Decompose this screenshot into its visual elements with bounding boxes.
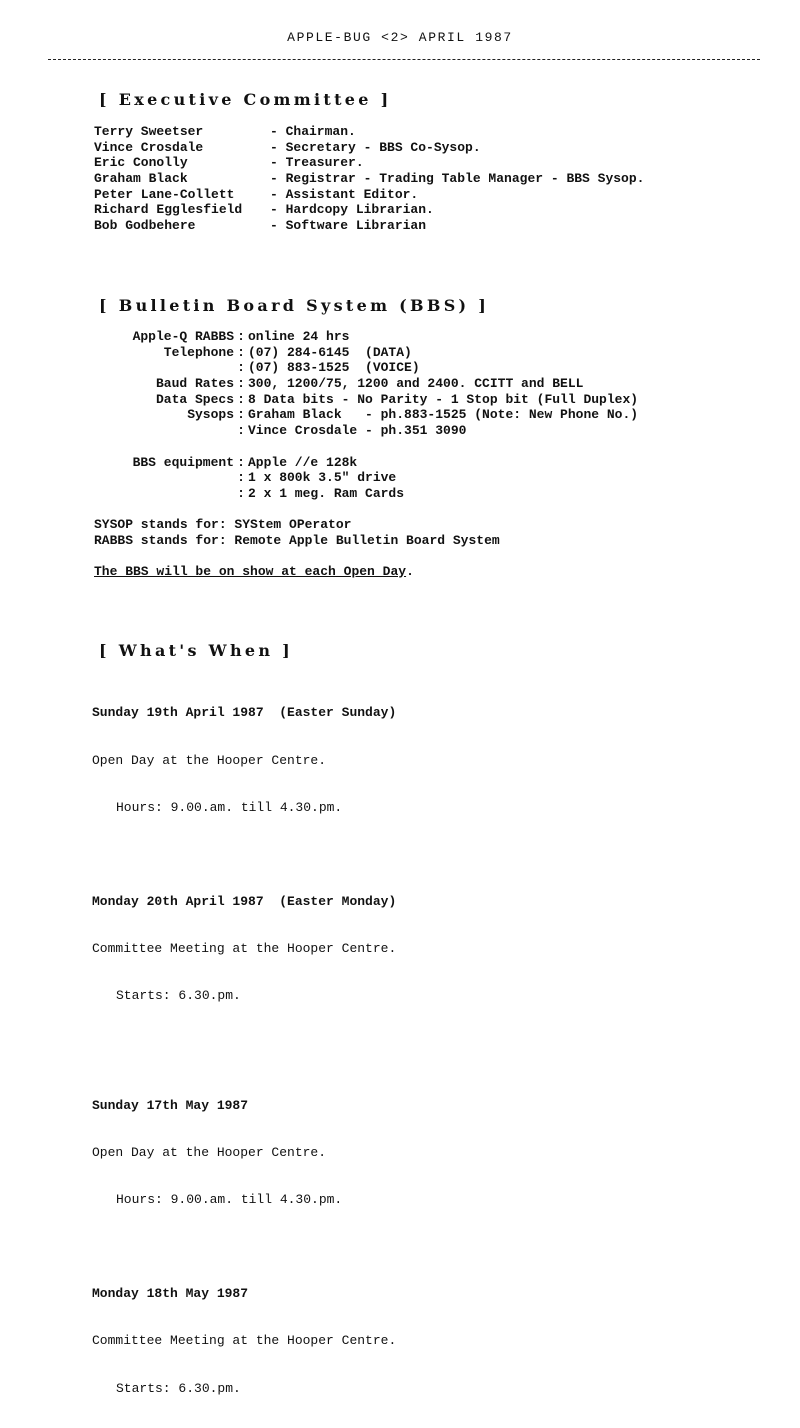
- sysop-definition: SYSOP stands for: SYStem OPerator: [94, 517, 352, 532]
- event-date: Monday 18th May 1987: [92, 1286, 249, 1302]
- bbs-row: : (07) 883-1525 (VOICE): [237, 360, 420, 376]
- bbs-label: Sysops: [187, 407, 234, 423]
- member-role: - Software Librarian: [270, 218, 427, 234]
- event-time: Starts: 6.30.pm.: [116, 1380, 241, 1396]
- event-time: Hours: 9.00.am. till 4.30.pm.: [116, 1192, 343, 1208]
- member-role: - Registrar - Trading Table Manager - BBS Sysop.: [270, 171, 645, 187]
- member-role: - Treasurer.: [270, 155, 364, 171]
- committee-row: [94, 171, 644, 187]
- bbs-row: Apple-Q RABBS : online 24 hrs: [94, 329, 638, 345]
- bbs-value: 300, 1200/75, 1200 and 2400. CCITT and BELL: [248, 376, 584, 392]
- executive-committee-title: [ Executive Committee ]: [99, 90, 392, 109]
- member-name: Bob Godbehere: [94, 218, 196, 234]
- bbs-value: (07) 883-1525 (VOICE): [248, 360, 420, 376]
- bbs-value: Graham Black - ph.883-1525 (Note: New Phone No.): [248, 407, 639, 423]
- bbs-label: Baud Rates: [155, 376, 234, 392]
- member-name: Eric Conolly: [94, 155, 188, 171]
- bbs-label: Apple-Q RABBS: [132, 329, 234, 344]
- bbs-row: Telephone : (07) 284-6145 (DATA): [94, 345, 638, 361]
- events-list: [92, 674, 396, 1428]
- event-item: [92, 1067, 396, 1240]
- rabbs-definition: RABBS stands for: Remote Apple Bulletin Board System: [94, 533, 500, 548]
- member-role: - Secretary - BBS Co-Sysop.: [270, 139, 481, 155]
- committee-row: [94, 155, 644, 171]
- bbs-row: Data Specs : 8 Data bits - No Parity - 1 Stop bit (Full Duplex): [94, 392, 638, 408]
- event-item: [92, 1255, 396, 1428]
- bbs-value: (07) 284-6145 (DATA): [248, 344, 412, 360]
- committee-list: [94, 124, 644, 234]
- bbs-value: Apple //e 128k: [248, 454, 358, 470]
- whats-when-title: [ What's When ]: [99, 641, 294, 660]
- member-name: Graham Black: [94, 171, 188, 187]
- bbs-value: 8 Data bits - No Parity - 1 Stop bit (Full Duplex): [248, 391, 639, 407]
- event-date: Monday 20th April 1987 (Easter Monday): [92, 893, 397, 909]
- event-item: [92, 862, 396, 1035]
- member-name: Vince Crosdale: [94, 139, 204, 155]
- bbs-value: 2 x 1 meg. Ram Cards: [248, 485, 405, 501]
- bbs-label: Telephone: [163, 344, 234, 360]
- event-description: Committee Meeting at the Hooper Centre.: [92, 940, 397, 956]
- page-header: APPLE-BUG <2> APRIL 1987: [287, 30, 513, 45]
- committee-row: [94, 218, 644, 234]
- bbs-show-note: [94, 564, 414, 580]
- event-description: Open Day at the Hooper Centre.: [92, 1145, 327, 1161]
- committee-row: [94, 140, 644, 156]
- event-date: Sunday 19th April 1987 (Easter Sunday): [92, 705, 397, 721]
- event-description: Committee Meeting at the Hooper Centre.: [92, 1333, 397, 1349]
- equipment-row: BBS equipment : Apple //e 128k: [94, 455, 638, 471]
- event-date: Sunday 17th May 1987: [92, 1097, 249, 1113]
- bbs-value: 1 x 800k 3.5" drive: [248, 470, 397, 486]
- member-name: Richard Egglesfield: [94, 202, 243, 218]
- dashed-divider: [48, 59, 760, 60]
- committee-row: [94, 187, 644, 203]
- bbs-row: : Vince Crosdale - ph.351 3090: [237, 423, 467, 439]
- committee-row: [94, 202, 644, 218]
- member-name: Terry Sweetser: [94, 124, 204, 139]
- member-role: - Assistant Editor.: [270, 186, 419, 202]
- bbs-title: [ Bulletin Board System (BBS) ]: [99, 296, 490, 315]
- bbs-row: Baud Rates : 300, 1200/75, 1200 and 2400. CCITT and BELL: [94, 376, 638, 392]
- event-item: [92, 674, 396, 847]
- committee-row: [94, 124, 644, 140]
- member-role: - Chairman.: [270, 124, 356, 139]
- bbs-value: Vince Crosdale - ph.351 3090: [248, 423, 467, 439]
- event-time: Starts: 6.30.pm.: [116, 988, 241, 1004]
- event-description: Open Day at the Hooper Centre.: [92, 752, 327, 768]
- bbs-label: Data Specs: [155, 391, 234, 407]
- bbs-value: online 24 hrs: [248, 329, 350, 344]
- bbs-label: BBS equipment: [132, 454, 234, 470]
- member-name: Peter Lane-Collett: [94, 186, 235, 202]
- equipment-row: : 2 x 1 meg. Ram Cards: [237, 485, 405, 501]
- bbs-show-note-period: .: [406, 564, 414, 579]
- bbs-details: [94, 329, 638, 502]
- equipment-row: : 1 x 800k 3.5" drive: [237, 470, 397, 486]
- member-role: - Hardcopy Librarian.: [270, 202, 434, 218]
- bbs-row: Sysops : Graham Black - ph.883-1525 (Note: New Phone No.): [94, 407, 638, 423]
- bbs-show-note-text: The BBS will be on show at each Open Day: [94, 564, 407, 579]
- event-time: Hours: 9.00.am. till 4.30.pm.: [116, 799, 343, 815]
